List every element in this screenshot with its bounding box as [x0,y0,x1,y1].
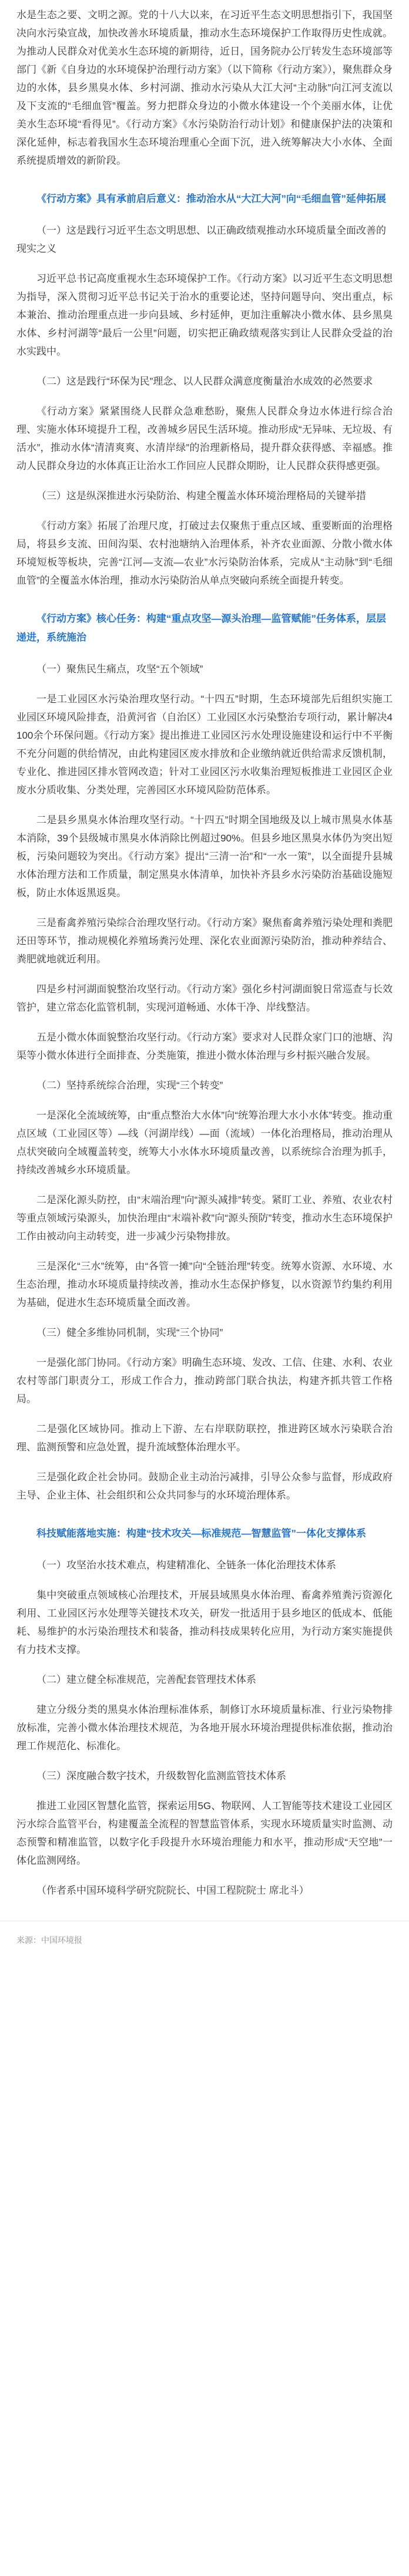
section-2-subheading-3: （三）健全多维协同机制，实现“三个协同” [36,1327,223,1338]
section-3-paragraph-2: 建立分级分类的黑臭水体治理标准体系，制修订水环境质量标准、行业污染物排放标准，完善小微水体治理技术规范，为各地开展水环境治理提供标准依据，推动治理工作规范化、标准化。 [16,1704,393,1752]
section-3-paragraph-1: 集中突破重点领域核心治理技术，开展县域黑臭水体治理、畜禽养殖粪污资源化利用、工业园区污水处理等关键技术攻关，研发一批适用于县乡地区的低成本、低能耗、易维护的水污染治理技术和装备，推动科技成果转化应用，为行动方案实施提供有力技术支撑。 [16,1590,393,1655]
section-2-heading: 《行动方案》核心任务：构建“重点攻坚—源头治理—监管赋能”任务体系，层层递进，系统施治 [16,613,386,643]
section-3-paragraph-3: 推进工业园区智慧化监管，探索运用5G、物联网、人工智能等技术建设工业园区污水综合监管平台，构建覆盖全流程的智慧监管体系，实现水环境质量实时监测、动态预警和精准监管，以数字化手段提升水环境治理能力和水平，推动形成“天空地”一体化监测网络。 [16,1800,393,1866]
source-footer: 来源：中国环境报 [0,1921,409,1946]
section-2-paragraph-4: 四是乡村河湖面貌整治攻坚行动。《行动方案》强化乡村河湖面貌日常巡查与长效管护，建立常态化监管机制，实现河道畅通、水体干净、岸线整洁。 [16,984,393,1013]
section-1-subheading-1: （一）这是践行习近平生态文明思想、以正确政绩观推动水环境质量全面改善的现实之义 [16,225,386,254]
section-3-subheading-1: （一）攻坚治水技术难点，构建精准化、全链条一体化治理技术体系 [36,1560,336,1571]
section-1-paragraph-3: 《行动方案》拓展了治理尺度，打破过去仅聚焦于重点区域、重要断面的治理格局，将县乡支流、田间沟渠、农村池塘纳入治理体系，补齐农业面源、分散小微水体环境短板等板块，完善“江河—支流—农业”水污染防治体系，完成从“主动脉”到“毛细血管”的全覆盖水体治理，推动水污染防治从单点突破向系统全面提升转变。 [16,520,393,586]
section-1-subheading-3: （三）这是纵深推进水污染防治、构建全覆盖水体环境治理格局的关键举措 [36,490,366,501]
section-2-paragraph-10: 二是强化区域协同。推动上下游、左右岸联防联控，推进跨区域水污染联合治理、监测预警和应急处置，提升流域整体治理水平。 [16,1423,393,1453]
section-2-paragraph-8: 三是深化“三水”统筹，由“各管一摊”向“全链治理”转变。统筹水资源、水环境、水生态治理，推动水环境质量持续改善，推动水生态保护修复，以水资源节约集约利用为基础，促进水生态环境质量全面改善。 [16,1261,393,1308]
section-2-subheading-2: （二）坚持系统综合治理，实现“三个转变” [36,1080,223,1091]
section-3-subheading-2: （二）建立健全标准规范，完善配套管理技术体系 [36,1674,256,1685]
section-2-subheading-1: （一）聚焦民生痛点，攻坚“五个领域” [36,664,203,675]
section-2-paragraph-2: 二是县乡黑臭水体治理攻坚行动。“十四五”时期全国地级及以上城市黑臭水体基本消除，39个县级城市黑臭水体消除比例超过90%。但县乡地区黑臭水体仍为突出短板，污染问题较为突出。《行动方案》提出“三清一治”和“一水一策”，以全面提升县城水体治理方法和工作质量，制定黑臭水体清单，加快补齐县乡水污染防治基础设施短板，防止水体返黑返臭。 [16,814,393,898]
section-2-paragraph-1: 一是工业园区水污染治理攻坚行动。“十四五”时期，生态环境部先后组织实施工业园区环境风险排查，沿黄河省（自治区）工业园区水污染整治专项行动，累计解决4100余个环保问题。《行动方案》提出推进工业园区污水处理设施建设和运行中不平衡不充分问题的供给情况，由此构建园区废水排放和企业缴纳就近供给需求反馈机制，专业化、推进园区排水管网改造；针对工业园区污水收集治理短板推进工业园区企业废水分质收集、分类处理，完善园区水环境风险防范体系。 [16,693,393,796]
section-2-paragraph-5: 五是小微水体面貌整治攻坚行动。《行动方案》要求对人民群众家门口的池塘、沟渠等小微水体进行全面排查、分类施策，推进小微水体治理与乡村振兴融合发展。 [16,1032,393,1061]
section-3-subheading-3: （三）深度融合数字技术，升级数智化监测监管技术体系 [36,1770,286,1782]
intro-paragraph: 水是生态之要、文明之源。党的十八大以来，在习近平生态文明思想指引下，我国坚决向水污染宣战，加快改善水环境质量，推动水生态环境保护工作取得历史性成就。为推动人民群众对优美水生态环境的新期待，近日，国务院办公厅转发生态环境部等部门《新《自身边的水环境保护治理行动方案》（以下简称《行动方案》），聚焦群众身边的水体，县乡黑臭水体、乡村河湖、推动水污染从大江大河“主动脉”向江河支流以及下支流的“毛细血管”覆盖。努力把群众身边的小微水体建设一个个美丽水体，让优美水生态环境“看得见”。《行动方案》《水污染防治行动计划》和健康保护法的决策和深化延伸，标志着我国水生态环境治理重心全面下沉，进入统筹解决大小水体、全面系统提质增效的新阶段。 [16,9,393,166]
section-2-paragraph-9: 一是强化部门协同。《行动方案》明确生态环境、发改、工信、住建、水利、农业农村等部门职责分工，形成工作合力，推动跨部门联合执法，构建齐抓共管工作格局。 [16,1357,393,1405]
section-3-heading: 科技赋能落地实施：构建“技术攻关—标准规范—智慧监管”一体化支撑体系 [36,1528,366,1539]
section-2-paragraph-3: 三是畜禽养殖污染综合治理攻坚行动。《行动方案》聚焦畜禽养殖污染处理和粪肥还田等环节，推动规模化养殖场粪污处理、深化农业面源污染防治，推动种养结合、粪肥就地就近利用。 [16,917,393,965]
section-1-paragraph-2: 《行动方案》紧紧围绕人民群众急难愁盼，聚焦人民群众身边水体进行综合治理、实施水体环境提升工程，改善城乡居民生活环境。推动形成“无异味、无垃圾、有活水”，推动水体“清清爽爽、水清岸绿”的治理新格局，提升群众获得感、幸福感。推动人民群众身边的水体真正让治水工作回应人民群众期盼，让人民群众获得感更强。 [16,406,393,472]
section-2-paragraph-6: 一是深化全流域统筹，由“重点整治大水体”向“统筹治理大水小水体”转变。推动重点区域（工业园区等）—线（河湖岸线）—面（流域）一体化治理格局，推动治理从点状突破向全域覆盖转变，统筹大小水体水环境质量改善，以系统综合治理为抓手，持续改善城乡水环境质量。 [16,1110,393,1176]
section-1-paragraph-1: 习近平总书记高度重视水生态环境保护工作。《行动方案》以习近平生态文明思想为指导，深入贯彻习近平总书记关于治水的重要论述，坚持问题导向、突出重点，标本兼治、推动治理重点进一步向县域、乡村延伸，更加注重解决小微水体、县乡黑臭水体、乡村河湖等“最后一公里”问题，切实把正确政绩观落实到让人民群众受益的治水实践中。 [16,273,393,357]
section-1-heading: 《行动方案》具有承前启后意义：推动治水从“大江大河”向“毛细血管”延伸拓展 [36,193,386,204]
author-note: （作者系中国环境科学研究院院长、中国工程院院士 席北斗） [36,1885,309,1896]
section-1-subheading-2: （二）这是践行“环保为民”理念、以人民群众满意度衡量治水成效的必然要求 [36,376,373,387]
section-2-paragraph-7: 二是深化源头防控，由“末端治理”向“源头减排”转变。紧盯工业、养殖、农业农村等重点领域污染源头，加快治理由“末端补救”向“源头预防”转变，推动水生态环境保护工作由被动向主动转变，进一步减少污染物排放。 [16,1194,393,1242]
section-2-paragraph-11: 三是强化政企社会协同。鼓励企业主动治污减排，引导公众参与监督，形成政府主导、企业主体、社会组织和公众共同参与的水环境治理体系。 [16,1471,393,1501]
